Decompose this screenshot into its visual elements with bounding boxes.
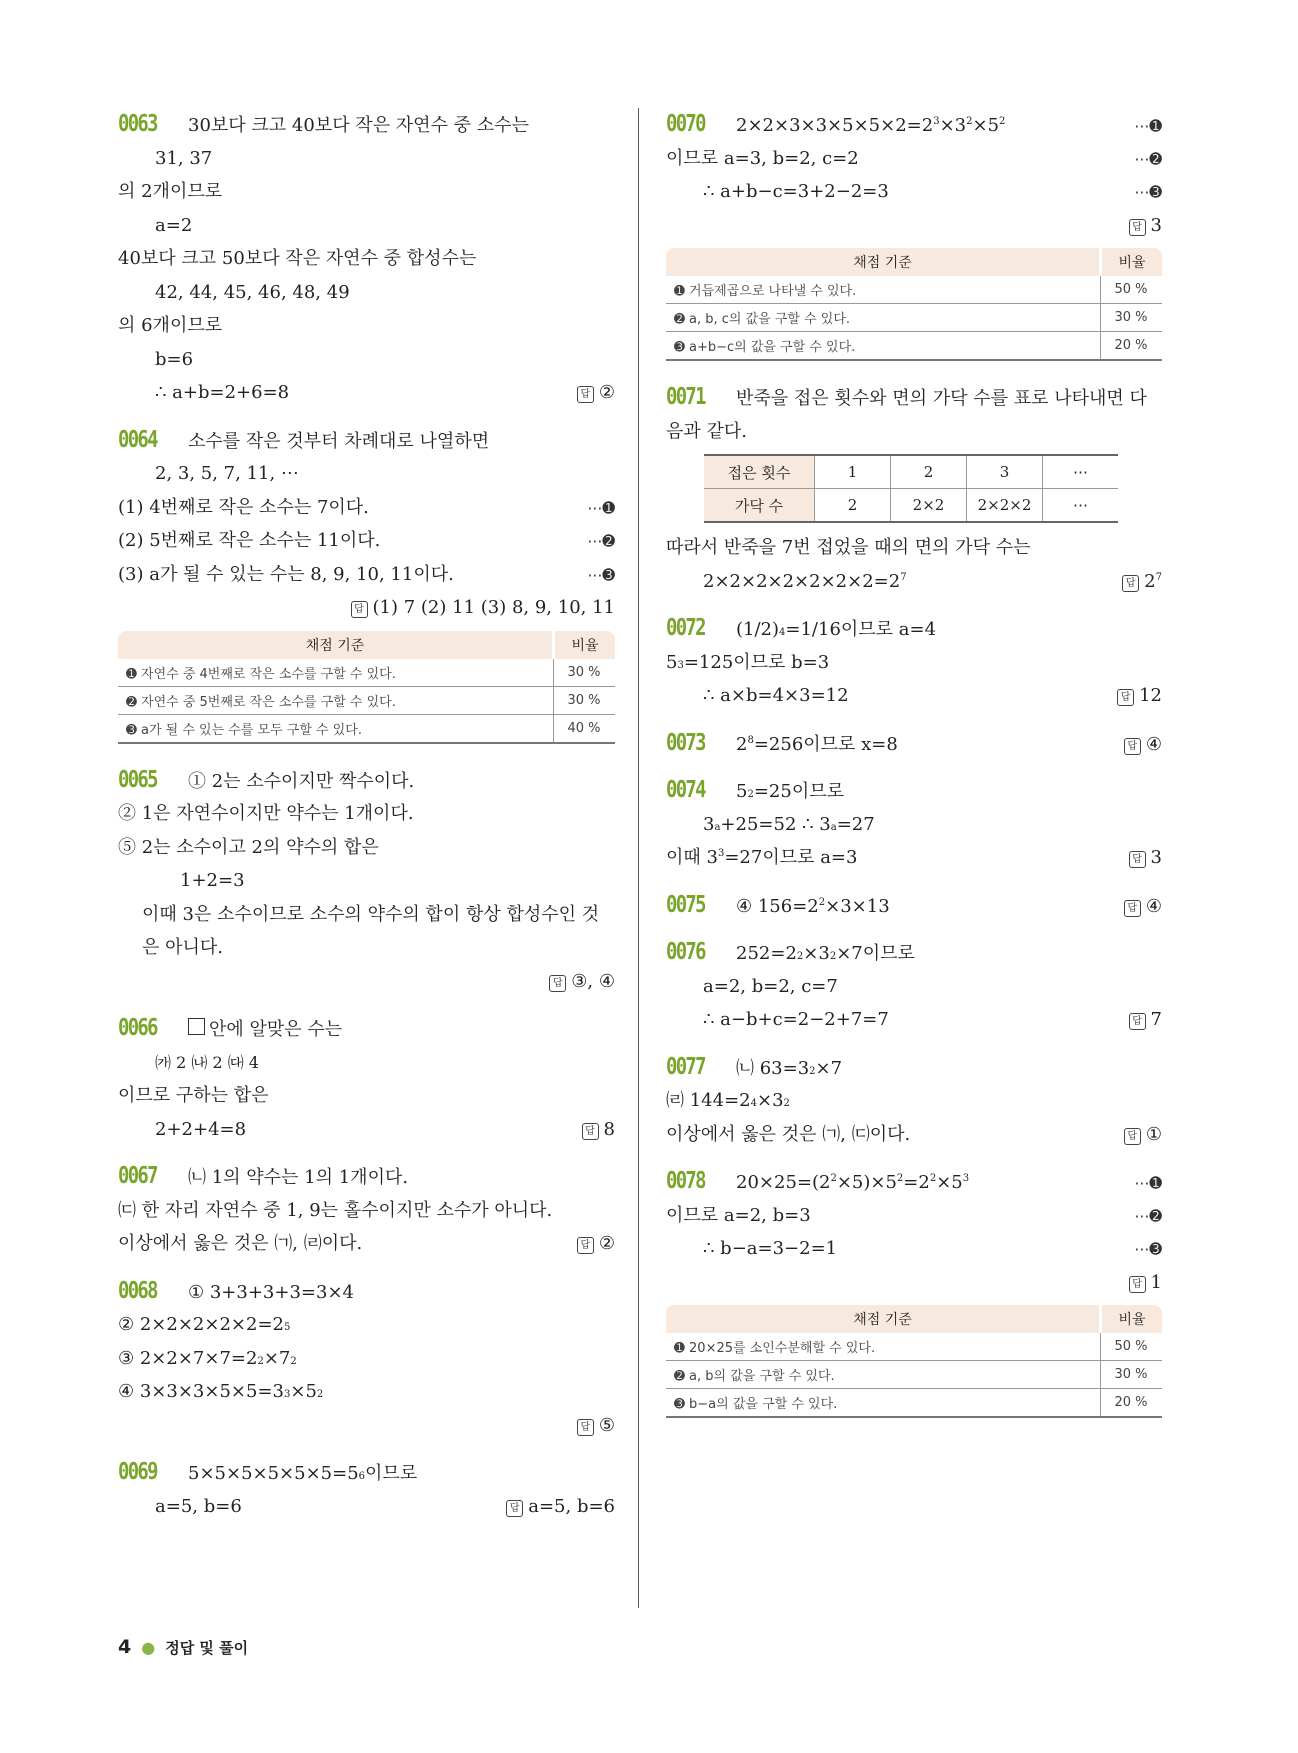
answer: 답 (1) 7 (2) 11 (3) 8, 9, 10, 11 (351, 591, 616, 625)
page-footer (118, 1636, 248, 1658)
problem-number: 0074 (666, 777, 705, 803)
problem-number: 0073 (666, 729, 705, 756)
problem-0074: 0074 5 2 =25이므로 3 a +25=52 ∴ 3 a =27 이때 $3^3=27$이므로 a=3 답 3 (666, 774, 1162, 875)
answer: 답 ⑤ (577, 1409, 615, 1443)
scoring-table: 채점 기준 비율 ➊ 자연수 중 4번째로 작은 소수를 구할 수 있다. 30 % ➋ 자연수 중 5번째로 작은 소수를 구할 수 있다. 30 % ➌ a가 될 수 있는 수를 모두 구할 수 있다. 40 % (118, 631, 615, 744)
problem-number: 0069 (118, 1459, 157, 1485)
left-column (118, 108, 615, 1537)
step-marker: ⋯➊ (1134, 117, 1162, 135)
problem-0071: 0071 반죽을 접은 횟수와 면의 가닥 수를 표로 나타내면 다 음과 같다. 접은 횟수 1 2 3 ⋯ 가닥 수 2 2×2 2×2×2 ⋯ 따라서 반죽을 7번 접었을 때의 면의 가닥 수는 $2\times 2\times 2\times 2\times 2\times 2\times 2=2^7$ 답 $2^7$ (666, 381, 1162, 598)
problem-number: 0077 (666, 1053, 705, 1080)
table-row: 접은 횟수 1 2 3 ⋯ (704, 455, 1118, 489)
answer: 답 ③, ④ (549, 965, 615, 999)
table-row: ➊ 20×25를 소인수분해할 수 있다. 50 % (666, 1333, 1162, 1361)
answer-icon: 답 (1117, 689, 1134, 706)
answer-icon: 답 (1129, 1013, 1146, 1030)
answer-icon: 답 (577, 1419, 594, 1436)
answer-icon: 답 (1124, 1128, 1141, 1145)
answer-icon: 답 (577, 1237, 594, 1254)
column-divider (638, 108, 639, 1608)
answer: 답 3 (1129, 209, 1162, 243)
problem-number: 0070 (666, 111, 705, 137)
step-marker: ⋯➌ (1134, 183, 1162, 201)
table-row: ➌ b−a의 값을 구할 수 있다. 20 % (666, 1389, 1162, 1418)
problem-number: 0067 (118, 1163, 157, 1189)
problem-number: 0065 (118, 766, 157, 793)
problem-number: 0064 (118, 426, 157, 453)
answer-icon: 답 (1122, 575, 1139, 592)
problem-0073: 0073 $2^8=256$이므로 x=8 답 ④ (666, 727, 1162, 761)
problem-0075: 0075 ④ $156=2^2\times 3\times 13$ 답 ④ (666, 889, 1162, 923)
page-number: 4 (118, 1636, 132, 1658)
step-marker: ⋯➋ (1134, 1206, 1162, 1225)
problem-number: 0078 (666, 1168, 705, 1194)
answer: 답 1 (1129, 1266, 1162, 1300)
answer-icon: 답 (351, 601, 368, 618)
problem-0077: 0077 ㈁ 63=3 2 ×7 ㈃ 144=2 4 ×3 2 이상에서 옳은 것은 ㈀, ㈂이다. 답 ① (666, 1051, 1162, 1152)
table-row: ➊ 거듭제곱으로 나타낼 수 있다. 50 % (666, 276, 1162, 304)
problem-0072: 0072 (1/2) 4 =1/16이므로 a=4 5 3 =125이므로 b=3 ∴ a×b=4×3=12 답 12 (666, 612, 1162, 713)
problem-number: 0076 (666, 939, 705, 965)
step-marker: ⋯➌ (1134, 1240, 1162, 1258)
answer-icon: 답 (577, 386, 594, 403)
blank-box-icon (188, 1018, 205, 1035)
problem-0078: 0078 $20\times 25=(2^2\times 5)\times 5^2=2^2\times 5^3$ ⋯➊ 이므로 a=2, b=3 ⋯➋ ∴ b−a=3−2=1 ⋯➌ 답 1 채점 기준 비율 ➊ 20×25를 소인수분해할 수 있다. 50 % ➋ a, b의 값을 구할 수 있다. 30 % ➌ b−a의 값을 구할 수 있다. 20 % (666, 1165, 1162, 1418)
problem-number: 0071 (666, 384, 705, 410)
answer: 답 7 (1129, 1003, 1162, 1037)
problem-0069: 0069 5×5×5×5×5×5=5 6 이므로 a=5, b=6 답 a=5, b=6 (118, 1456, 615, 1523)
footer-title: 정답 및 풀이 (165, 1638, 249, 1657)
answer: 답 ② (577, 1227, 615, 1261)
answer-icon: 답 (1129, 1276, 1146, 1293)
table-row: 가닥 수 2 2×2 2×2×2 ⋯ (704, 489, 1118, 523)
answer: 답 ① (1124, 1118, 1162, 1152)
separator-dot-icon: ● (141, 1637, 156, 1657)
answer: 답 3 (1129, 841, 1162, 875)
table-row: ➊ 자연수 중 4번째로 작은 소수를 구할 수 있다. 30 % (118, 659, 615, 687)
scoring-table: 채점 기준 비율 ➊ 20×25를 소인수분해할 수 있다. 50 % ➋ a, b의 값을 구할 수 있다. 30 % ➌ b−a의 값을 구할 수 있다. 20 % (666, 1305, 1162, 1418)
answer: 답 ④ (1124, 890, 1162, 924)
answer: 답 12 (1117, 679, 1162, 713)
table-row: ➋ a, b의 값을 구할 수 있다. 30 % (666, 1361, 1162, 1389)
table-row: ➋ 자연수 중 5번째로 작은 소수를 구할 수 있다. 30 % (118, 686, 615, 714)
answer-icon: 답 (1129, 851, 1146, 868)
problem-0067: 0067 ㈁ 1의 약수는 1의 1개이다. ㈂ 한 자리 자연수 중 1, 9는 홀수이지만 소수가 아니다. 이상에서 옳은 것은 ㈀, ㈃이다. 답 ② (118, 1160, 615, 1261)
step-marker: ⋯➋ (1134, 149, 1162, 168)
problem-0065: 0065 ① 2는 소수이지만 짝수이다. ② 1은 자연수이지만 약수는 1개이다. ⑤ 2는 소수이고 2의 약수의 합은 1+2=3 이때 3은 소수이므로 소수의 약수의 합이 항상 합성수인 것 은 아니다. 답 ③, ④ (118, 764, 615, 999)
problem-number: 0068 (118, 1277, 157, 1304)
problem-0070: 0070 $2\times 2\times 3\times 3\times 5\times 5\times 2=2^3\times 3^2\times 5^2$ ⋯➊ 이므로 a=3, b=2, c=2 ⋯➋ ∴ a+b−c=3+2−2=3 ⋯➌ 답 3 채점 기준 비율 ➊ 거듭제곱으로 나타낼 수 있다. 50 % ➋ a, b, c의 값을 구할 수 있다. 30 % ➌ a+b−c의 값을 구할 수 있다. 20 % (666, 108, 1162, 361)
answer: 답 a=5, b=6 (506, 1490, 615, 1524)
step-marker: ⋯➋ (587, 532, 615, 550)
answer-icon: 답 (506, 1500, 523, 1517)
problem-0076: 0076 252=2 2 ×3 2 ×7이므로 a=2, b=2, c=7 ∴ a−b+c=2−2+7=7 답 7 (666, 936, 1162, 1037)
scoring-table: 채점 기준 비율 ➊ 거듭제곱으로 나타낼 수 있다. 50 % ➋ a, b, c의 값을 구할 수 있다. 30 % ➌ a+b−c의 값을 구할 수 있다. 20 % (666, 248, 1162, 361)
problem-number: 0072 (666, 615, 705, 641)
answer-icon: 답 (1124, 900, 1141, 917)
table-row: ➌ a가 될 수 있는 수를 모두 구할 수 있다. 40 % (118, 714, 615, 743)
answer-icon: 답 (549, 975, 566, 992)
fold-count-table (704, 454, 1118, 523)
answer: 답 ④ (1124, 728, 1162, 762)
step-marker: ⋯➌ (587, 565, 615, 584)
answer: 답 $2^7$ (1122, 565, 1162, 599)
problem-0066: 0066 안에 알맞은 수는 ㈎ 2 ㈏ 2 ㈐ 4 이므로 구하는 합은 2+2+4=8 답 8 (118, 1012, 615, 1146)
problem-0064: 0064 소수를 작은 것부터 차례대로 나열하면 2, 3, 5, 7, 11, ⋯ (1) 4번째로 작은 소수는 7이다. ⋯➊ (2) 5번째로 작은 소수는 11이다. ⋯➋ (3) a가 될 수 있는 수는 8, 9, 10, 11이다. ⋯➌ 답 (1) 7 (2) 11 (3) 8, 9, 10, 11 채점 기준 비율 ➊ 자연수 중 4번째로 작은 소수를 구할 수 있다. 30 % ➋ 자연수 중 5번째로 작은 소수를 구할 수 있다. 30 % ➌ a가 될 수 있는 수를 모두 구할 수 있다. 40 % (118, 424, 615, 744)
problem-0068: 0068 ① 3+3+3+3=3×4 ② 2×2×2×2×2=2 5 ③ 2×2×7×7=2 2 ×7 2 ④ 3×3×3×5×5=3 3 ×5 2 답 ⑤ (118, 1275, 615, 1443)
answer-icon: 답 (582, 1123, 599, 1140)
problem-number: 0063 (118, 111, 157, 137)
problem-0063: 0063 30보다 크고 40보다 작은 자연수 중 소수는 31, 37 의 2개이므로 a=2 40보다 크고 50보다 작은 자연수 중 합성수는 42, 44, 45, 46, 48, 49 의 6개이므로 b=6 ∴ a+b=2+6=8 답 ② (118, 108, 615, 410)
answer-icon: 답 (1129, 219, 1146, 236)
table-row: ➌ a+b−c의 값을 구할 수 있다. 20 % (666, 332, 1162, 361)
step-marker: ⋯➊ (1134, 1174, 1162, 1192)
answer: 답 8 (582, 1113, 615, 1147)
answer: 답 ② (577, 376, 615, 410)
problem-number: 0066 (118, 1015, 157, 1041)
step-marker: ⋯➊ (587, 498, 615, 517)
table-row: ➋ a, b, c의 값을 구할 수 있다. 30 % (666, 304, 1162, 332)
answer-icon: 답 (1124, 738, 1141, 755)
right-column (666, 108, 1162, 1438)
problem-number: 0075 (666, 891, 705, 918)
